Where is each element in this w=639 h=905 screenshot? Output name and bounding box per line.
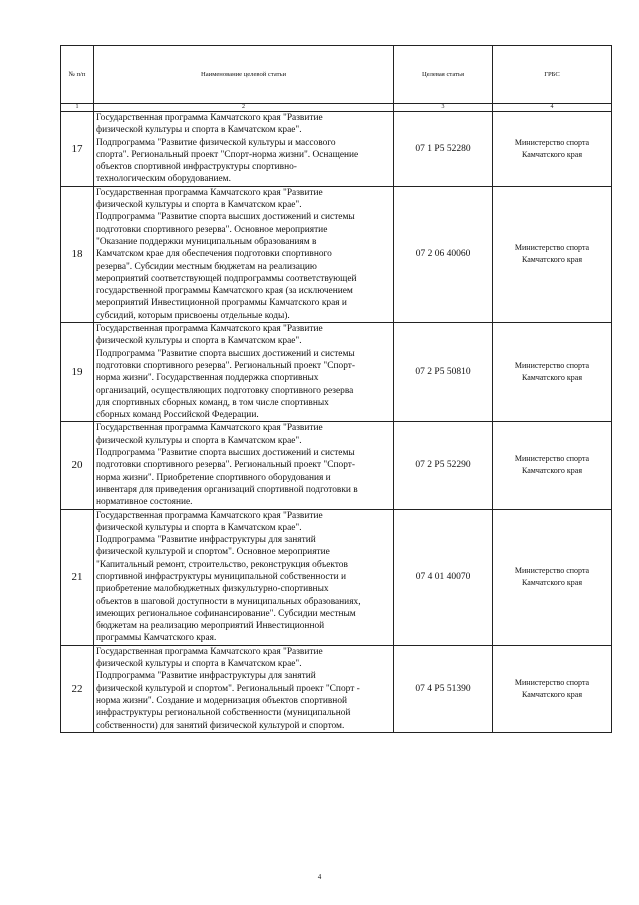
article-name — [94, 186, 394, 322]
grbs-line: Камчатского края — [521, 255, 583, 265]
article-name — [94, 112, 394, 187]
column-number: 3 — [394, 104, 493, 112]
article-name-line: объектов в шаговой доступности в муниципальных образованиях, — [96, 596, 361, 607]
article-name-line: бюджетам на реализацию мероприятий Инвестиционной — [96, 621, 325, 632]
page-number: 4 — [317, 873, 322, 881]
table-row — [61, 186, 612, 322]
table-row — [61, 645, 612, 732]
article-code: 07 4 01 40070 — [394, 509, 493, 645]
article-name-line: физической культуры и спорта в Камчатском крае". — [96, 522, 302, 533]
grbs-line: Камчатского края — [521, 578, 583, 588]
header-name: Наименование целевой статьи — [94, 46, 394, 104]
grbs-cell — [493, 186, 612, 322]
target-articles-table — [60, 45, 612, 733]
article-name-line: Подпрограмма "Развитие инфраструктуры для занятий — [96, 535, 316, 546]
article-name-line: сборных команд Российской Федерации. — [96, 410, 259, 421]
article-name-line: собственности) для занятий физической культурой и спортом. — [96, 720, 345, 731]
article-code: 07 1 P5 52280 — [394, 112, 493, 187]
article-name-line: подготовки спортивного резерва". Региональный проект "Спорт- — [96, 360, 355, 371]
article-name-line: подготовки спортивного резерва". Основное мероприятие — [96, 224, 328, 235]
grbs-line: Камчатского края — [521, 466, 583, 476]
table-body — [61, 112, 612, 733]
grbs-line: Министерство спорта — [514, 677, 590, 687]
grbs-line: Камчатского края — [521, 373, 583, 383]
grbs-cell — [493, 645, 612, 732]
header-code: Целевая статья — [394, 46, 493, 104]
article-name-line: Подпрограмма "Развитие физической культуры и массового — [96, 137, 336, 148]
article-name-line: "Капитальный ремонт, строительство, реконструкция объектов — [96, 559, 348, 570]
article-name-line: мероприятий Инвестиционной программы Камчатского края и — [96, 298, 347, 309]
grbs-cell — [493, 509, 612, 645]
grbs-line: Министерство спорта — [514, 243, 590, 253]
column-number: 4 — [493, 104, 612, 112]
article-name-line: Государственная программа Камчатского края "Развитие — [96, 646, 323, 657]
article-name-line: физической культуры и спорта в Камчатском крае". — [96, 435, 302, 446]
article-code: 07 2 P5 50810 — [394, 323, 493, 422]
grbs-cell — [493, 323, 612, 422]
grbs-line: Министерство спорта — [514, 137, 590, 147]
column-number-row — [61, 104, 612, 112]
article-name-line: нормативное состояние. — [96, 497, 193, 508]
article-name-line: физической культуры и спорта в Камчатском крае". — [96, 200, 302, 211]
column-number: 1 — [61, 104, 94, 112]
article-name-line: Подпрограмма "Развитие спорта высших достижений и системы — [96, 348, 355, 359]
article-name-line: физической культуры и спорта в Камчатском крае". — [96, 659, 302, 670]
table-row — [61, 323, 612, 422]
article-name-line: норма жизни". Приобретение спортивного оборудования и — [96, 472, 331, 483]
grbs-line: Министерство спорта — [514, 454, 590, 464]
article-name-line: резерва". Субсидии местным бюджетам на реализацию — [96, 261, 317, 272]
article-name-line: приобретение малобюджетных физкультурно-спортивных — [96, 584, 329, 595]
article-name-line: физической культуры и спорта в Камчатском крае". — [96, 336, 302, 347]
article-name-line: норма жизни". Создание и модернизация объектов спортивной — [96, 695, 348, 706]
table-row — [61, 112, 612, 187]
row-number: 17 — [61, 112, 94, 187]
article-name-line: физической культурой и спортом". Региональный проект "Спорт - — [96, 683, 360, 694]
article-name-line: Подпрограмма "Развитие спорта высших достижений и системы — [96, 212, 355, 223]
article-name-line: организаций, осуществляющих подготовку спортивного резерва — [96, 385, 354, 396]
grbs-line: Камчатского края — [521, 149, 583, 159]
table-row — [61, 422, 612, 509]
article-name-line: для спортивных сборных команд, в том числе спортивных — [96, 397, 329, 408]
header-grbs: ГРБС — [493, 46, 612, 104]
article-name-line: инфраструктуры региональной собственности (муниципальной — [96, 708, 351, 719]
article-name-line: технологическим оборудованием. — [96, 174, 231, 185]
article-code: 07 2 P5 52290 — [394, 422, 493, 509]
article-name-line: подготовки спортивного резерва". Региональный проект "Спорт- — [96, 460, 355, 471]
article-name-line: Камчатском крае для обеспечения подготовки спортивного — [96, 249, 332, 260]
article-name-line: физической культуры и спорта в Камчатском крае". — [96, 125, 302, 136]
article-code: 07 4 P5 51390 — [394, 645, 493, 732]
table-row — [61, 509, 612, 645]
row-number: 22 — [61, 645, 94, 732]
article-name-line: Государственная программа Камчатского края "Развитие — [96, 423, 323, 434]
article-name — [94, 509, 394, 645]
row-number: 20 — [61, 422, 94, 509]
article-name-line: спорта". Региональный проект "Спорт-норма жизни". Оснащение — [96, 149, 359, 160]
article-name-line: программы Камчатского края. — [96, 633, 217, 644]
row-number: 18 — [61, 186, 94, 322]
article-name — [94, 422, 394, 509]
article-name — [94, 323, 394, 422]
article-name-line: имеющих региональное софинансирование". Субсидии местным — [96, 608, 356, 619]
article-name-line: объектов спортивной инфраструктуры спортивно- — [96, 162, 297, 173]
grbs-line: Министерство спорта — [514, 361, 590, 371]
article-name-line: норма жизни". Государственная поддержка спортивных — [96, 373, 319, 384]
article-name-line: физической культурой и спортом". Основное мероприятие — [96, 547, 330, 558]
article-name-line: Государственная программа Камчатского края "Развитие — [96, 510, 323, 521]
article-name-line: Государственная программа Камчатского края "Развитие — [96, 324, 323, 335]
header-number: № п/п — [61, 46, 94, 104]
article-name-line: Государственная программа Камчатского края "Развитие — [96, 113, 323, 123]
row-number: 21 — [61, 509, 94, 645]
article-code: 07 2 06 40060 — [394, 186, 493, 322]
article-name-line: инвентаря для приведения организаций спортивной подготовки в — [96, 484, 358, 495]
grbs-line: Министерство спорта — [514, 566, 590, 576]
article-name-line: спортивной инфраструктуры муниципальной собственности и — [96, 571, 347, 582]
header-row — [61, 46, 612, 104]
grbs-cell — [493, 422, 612, 509]
article-name-line: государственной программы Камчатского края (за исключением — [96, 286, 353, 297]
article-name-line: Подпрограмма "Развитие инфраструктуры для занятий — [96, 671, 316, 682]
article-name-line: Государственная программа Камчатского края "Развитие — [96, 187, 323, 198]
grbs-line: Камчатского края — [521, 689, 583, 699]
article-name-line: мероприятий соответствующей подпрограммы соответствующей — [96, 273, 357, 284]
article-name-line: "Оказание поддержки муниципальным образованиям в — [96, 236, 317, 247]
column-number: 2 — [94, 104, 394, 112]
article-name-line: субсидий, которым присвоены отдельные коды). — [96, 310, 290, 321]
article-name — [94, 645, 394, 732]
article-name-line: Подпрограмма "Развитие спорта высших достижений и системы — [96, 448, 355, 459]
grbs-cell — [493, 112, 612, 187]
row-number: 19 — [61, 323, 94, 422]
